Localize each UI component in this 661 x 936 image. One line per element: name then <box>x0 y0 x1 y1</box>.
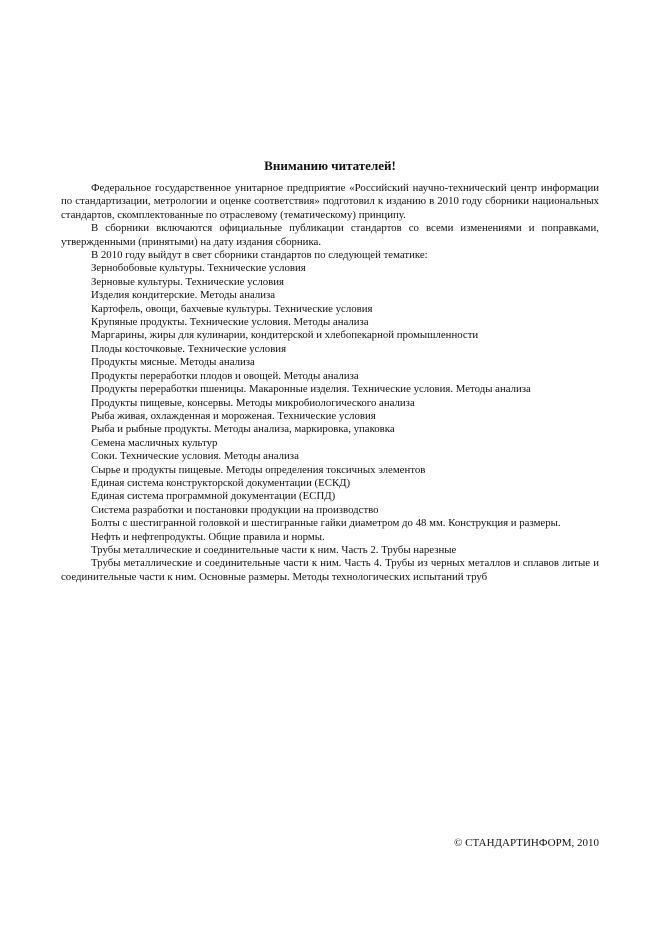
list-item: Система разработки и постановки продукции на производство <box>91 503 379 516</box>
intro-paragraph: Федеральное государственное унитарное предприятие «Российский научно-технический центр информации по стандартизации, метрологии и оценке соответствия» подготовил к изданию в 2010 году сборники национальных стандартов, скомплектованные по отраслевому (тематическому) принципу. <box>61 182 599 221</box>
list-item: Рыба и рыбные продукты. Методы анализа, маркировка, упаковка <box>91 423 395 436</box>
list-item: Продукты мясные. Методы анализа <box>91 356 255 369</box>
list-item: Зерновые культуры. Технические условия <box>91 275 284 288</box>
intro-paragraph: В 2010 году выйдут в свет сборники стандартов по следующей тематике: <box>91 249 428 262</box>
collections-list <box>61 262 599 584</box>
list-item: Болты с шестигранной головкой и шестигранные гайки диаметром до 48 мм. Конструкция и размеры. <box>91 517 561 530</box>
intro-paragraph: В сборники включаются официальные публикации стандартов со всеми изменениями и поправками, утвержденными (принятыми) на дату издания сборника. <box>61 222 599 248</box>
list-item: Плоды косточковые. Технические условия <box>91 342 287 355</box>
list-item: Изделия кондитерские. Методы анализа <box>91 289 276 302</box>
list-item: Маргарины, жиры для кулинарии, кондитерской и хлебопекарной промышленности <box>91 329 479 342</box>
list-item: Единая система программной документации (ЕСПД) <box>91 490 336 503</box>
list-item: Продукты переработки пшеницы. Макаронные изделия. Технические условия. Методы анализа <box>91 383 531 396</box>
list-item: Зернобобовые культуры. Технические условия <box>91 262 306 275</box>
list-item: Трубы металлические и соединительные части к ним. Часть 4. Трубы из черных металлов и сплавов литые и соединительные части к ним. Основные размеры. Методы технологических испытаний труб <box>61 557 599 583</box>
list-item: Соки. Технические условия. Методы анализа <box>91 450 299 463</box>
list-item: Продукты пищевые, консервы. Методы микробиологического анализа <box>91 396 415 409</box>
list-item: Нефть и нефтепродукты. Общие правила и нормы. <box>91 530 325 543</box>
document-title: Вниманию читателей! <box>264 158 396 173</box>
list-item: Сырье и продукты пищевые. Методы определения токсичных элементов <box>91 463 426 476</box>
list-item: Крупяные продукты. Технические условия. Методы анализа <box>91 316 369 329</box>
list-item: Рыба живая, охлажденная и мороженая. Технические условия <box>91 409 376 422</box>
list-item: Трубы металлические и соединительные части к ним. Часть 2. Трубы нарезные <box>91 543 457 556</box>
document-body <box>61 158 599 584</box>
list-item: Семена масличных культур <box>91 436 218 449</box>
copyright-footer: © СТАНДАРТИНФОРМ, 2010 <box>454 837 599 849</box>
list-item: Продукты переработки плодов и овощей. Методы анализа <box>91 369 359 382</box>
list-item: Картофель, овощи, бахчевые культуры. Технические условия <box>91 302 373 315</box>
list-item: Единая система конструкторской документации (ЕСКД) <box>91 476 351 489</box>
